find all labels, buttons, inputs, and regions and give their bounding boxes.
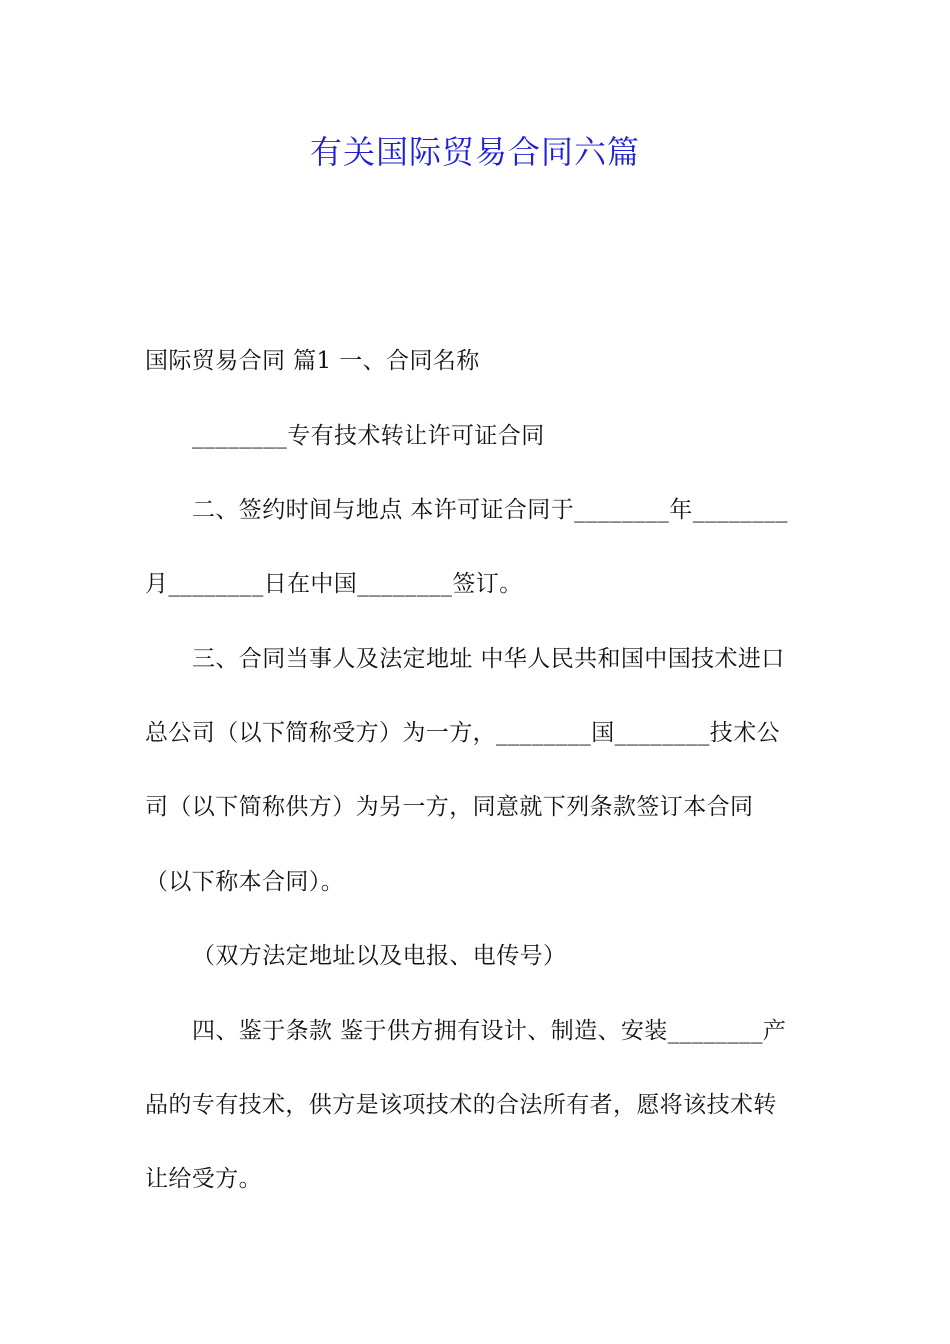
paragraph-line-11: 品的专有技术，供方是该项技术的合法所有者，愿将该技术转: [145, 1092, 777, 1118]
paragraph-line-8: （以下称本合同）。: [145, 869, 345, 895]
paragraph-line-2: ________专有技术转让许可证合同: [192, 423, 545, 449]
paragraph-line-7: 司（以下简称供方）为另一方，同意就下列条款签订本合同: [145, 794, 754, 820]
paragraph-line-4: 月________日在中国________签订。: [145, 571, 523, 597]
paragraph-line-9: （双方法定地址以及电报、电传号）: [192, 943, 567, 969]
paragraph-line-5: 三、合同当事人及法定地址 中华人民共和国中国技术进口: [192, 646, 785, 672]
document-title: 有关国际贸易合同六篇: [309, 133, 640, 171]
paragraph-line-3: 二、签约时间与地点 本许可证合同于________年________: [192, 497, 788, 523]
paragraph-line-1: 国际贸易合同 篇1 一、合同名称: [145, 348, 480, 374]
paragraph-line-12: 让给受方。: [145, 1166, 262, 1192]
paragraph-line-10: 四、鉴于条款 鉴于供方拥有设计、制造、安装________产: [192, 1018, 787, 1044]
paragraph-line-6: 总公司（以下简称受方）为一方，________国________技术公: [145, 720, 780, 746]
